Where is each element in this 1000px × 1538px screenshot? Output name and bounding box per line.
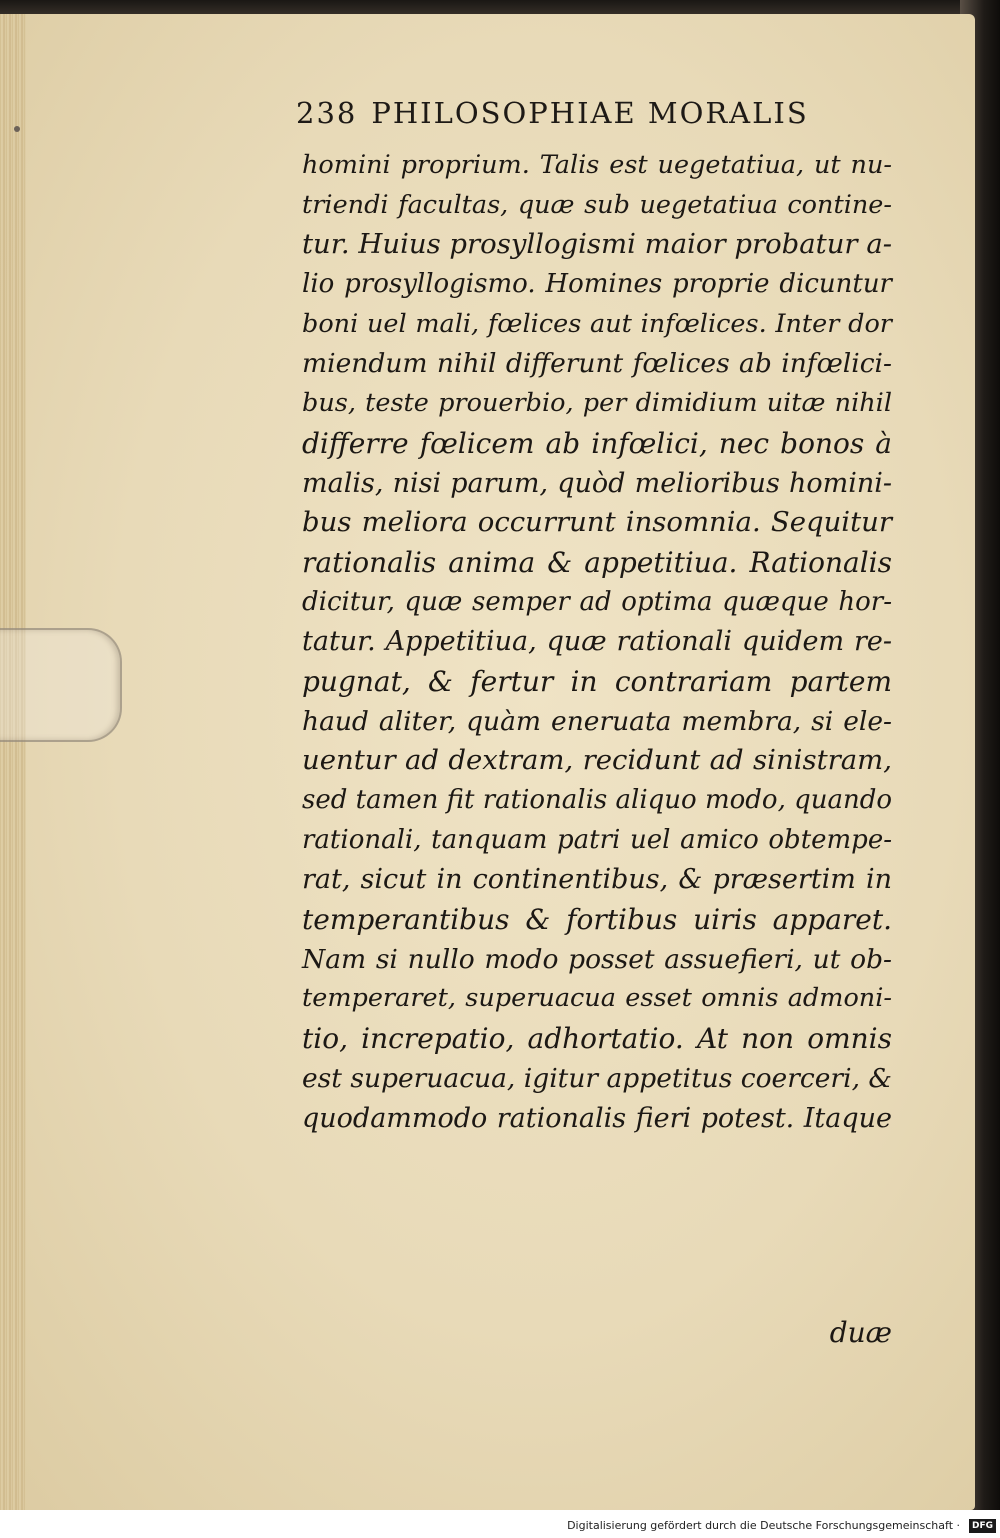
text-line: differre fœlicem ab infœlici, nec bonos à bbox=[302, 426, 892, 460]
text-line: rationalis anima & appetitiua. Rationalis bbox=[302, 545, 892, 579]
text-line: lio prosyllogismo. Homines proprie dicuntur bbox=[302, 269, 892, 300]
text-line: quodammodo rationalis fieri potest. Itaque bbox=[302, 1102, 892, 1134]
speck-mark bbox=[14, 126, 20, 132]
page-stack-edge bbox=[0, 14, 26, 1510]
text-line: bus meliora occurrunt insomnia. Sequitur bbox=[302, 506, 892, 539]
catchword: duæ bbox=[829, 1316, 892, 1349]
body-text bbox=[302, 146, 892, 1138]
text-line: rationali, tanquam patri uel amico obtempe- bbox=[302, 824, 892, 855]
text-line: dicitur, quæ semper ad optima quæque hor- bbox=[302, 586, 892, 617]
text-line: haud aliter, quàm eneruata membra, si ele- bbox=[302, 705, 892, 737]
text-line: pugnat, & fertur in contrariam partem bbox=[302, 664, 892, 698]
text-line: bus, teste prouerbio, per dimidium uitæ nihil bbox=[302, 388, 892, 419]
dfg-logo: DFG bbox=[969, 1519, 996, 1533]
text-line: Nam si nullo modo posset assuefieri, ut ob- bbox=[302, 943, 892, 975]
text-line: malis, nisi parum, quòd melioribus homini- bbox=[302, 467, 892, 499]
text-line: boni uel mali, fœlices aut infœlices. Inter dor bbox=[302, 308, 892, 339]
footer-bar bbox=[0, 1510, 1000, 1538]
funding-credit: Digitalisierung gefördert durch die Deutsche Forschungsgemeinschaft · bbox=[567, 1519, 960, 1532]
text-line: tur. Huius prosyllogismi maior probatur a- bbox=[302, 228, 893, 261]
text-line: tatur. Appetitiua, quæ rationali quidem re- bbox=[302, 626, 892, 658]
text-line: uentur ad dextram, recidunt ad sinistram, bbox=[302, 744, 892, 777]
page-clip bbox=[0, 628, 122, 742]
text-line: miendum nihil differunt fœlices ab infœlici- bbox=[302, 348, 892, 380]
text-line: rat, sicut in continentibus, & præsertim in bbox=[302, 864, 892, 896]
running-title: PHILOSOPHIAE MORALIS bbox=[371, 96, 809, 130]
running-header bbox=[296, 96, 856, 136]
text-line: est superuacua, igitur appetitus coerceri, & bbox=[302, 1062, 893, 1094]
text-line: temperantibus & fortibus uiris apparet. bbox=[302, 903, 892, 937]
text-line: tio, increpatio, adhortatio. At non omnis bbox=[302, 1022, 892, 1056]
text-line: sed tamen fit rationalis aliquo modo, quando bbox=[302, 785, 893, 815]
page-number: 238 bbox=[296, 96, 358, 130]
text-line: temperaret, superuacua esset omnis admoni- bbox=[302, 983, 892, 1014]
text-line: triendi facultas, quæ sub uegetatiua contine- bbox=[302, 189, 892, 220]
text-line: homini proprium. Talis est uegetatiua, ut nu- bbox=[302, 150, 892, 180]
